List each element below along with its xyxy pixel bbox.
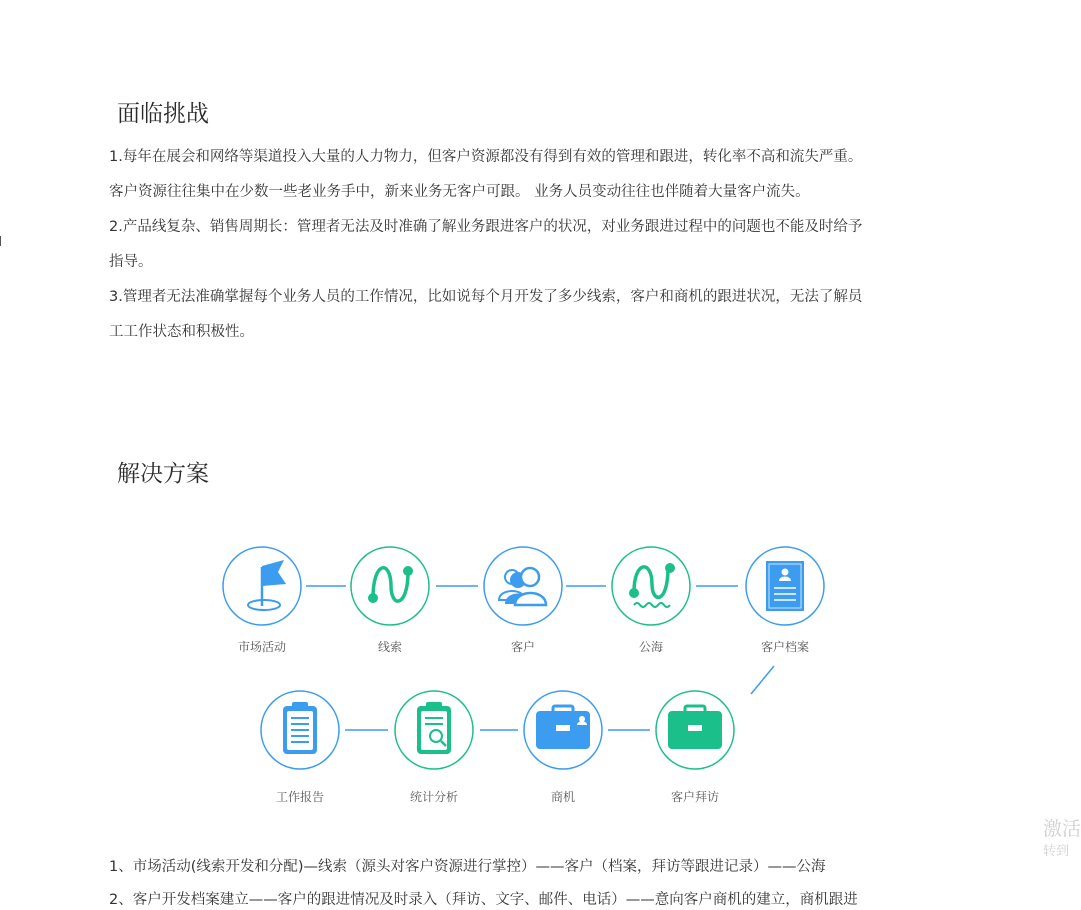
activation-watermark-line2: 转到	[1043, 844, 1070, 859]
challenge-line-1: 1.每年在展会和网络等渠道投入大量的人力物力，但客户资源都没有得到有效的管理和跟进，转化率不高和流失严重。	[109, 149, 863, 165]
opportunity-briefcase-icon	[524, 691, 602, 769]
flow-label-customer-visit: 客户拜访	[670, 790, 720, 804]
flag-icon	[223, 547, 301, 625]
customers-icon	[484, 547, 562, 625]
work-report-icon	[261, 691, 339, 769]
challenge-line-6: 工工作状态和积极性。	[109, 324, 254, 340]
solution-line-2: 2、客户开发档案建立——客户的跟进情况及时录入（拜访、文字、邮件、电话）——意向客户商机的建立，商机跟进	[109, 892, 858, 908]
flow-label-public-sea: 公海	[638, 640, 664, 654]
lead-curve-icon	[351, 547, 429, 625]
flow-label-statistics: 统计分析	[409, 790, 459, 804]
flow-label-leads: 线索	[377, 640, 403, 654]
public-sea-icon	[612, 547, 690, 625]
flow-label-opportunity: 商机	[550, 790, 576, 804]
customer-visit-briefcase-icon	[656, 691, 734, 769]
challenge-line-3: 2.产品线复杂、销售周期长：管理者无法及时准确了解业务跟进客户的状况，对业务跟进过程中的问题也不能及时给予	[109, 219, 863, 235]
statistics-analysis-icon	[395, 691, 473, 769]
customer-profile-icon	[746, 547, 824, 625]
challenge-line-2: 客户资源往往集中在少数一些老业务手中，新来业务无客户可跟。 业务人员变动往往也伴随着大量客户流失。	[109, 184, 810, 200]
flow-label-market-activity: 市场活动	[237, 640, 287, 654]
solution-line-1: 1、市场活动(线索开发和分配)—线索（源头对客户资源进行掌控）——客户（档案，拜访等跟进记录）——公海	[109, 859, 826, 875]
challenges-title: 面临挑战	[117, 101, 209, 127]
challenge-line-4: 指导。	[109, 254, 153, 270]
flow-label-work-report: 工作报告	[275, 790, 325, 804]
flow-label-customers: 客户	[510, 640, 536, 654]
flow-label-customer-profile: 客户档案	[760, 640, 810, 654]
connector-5	[751, 666, 774, 694]
solution-title: 解决方案	[117, 461, 209, 487]
activation-watermark-line1: 激活	[1043, 818, 1081, 840]
challenge-line-5: 3.管理者无法准确掌握每个业务人员的工作情况，比如说每个月开发了多少线索，客户和商机的跟进状况，无法了解员	[109, 289, 863, 305]
